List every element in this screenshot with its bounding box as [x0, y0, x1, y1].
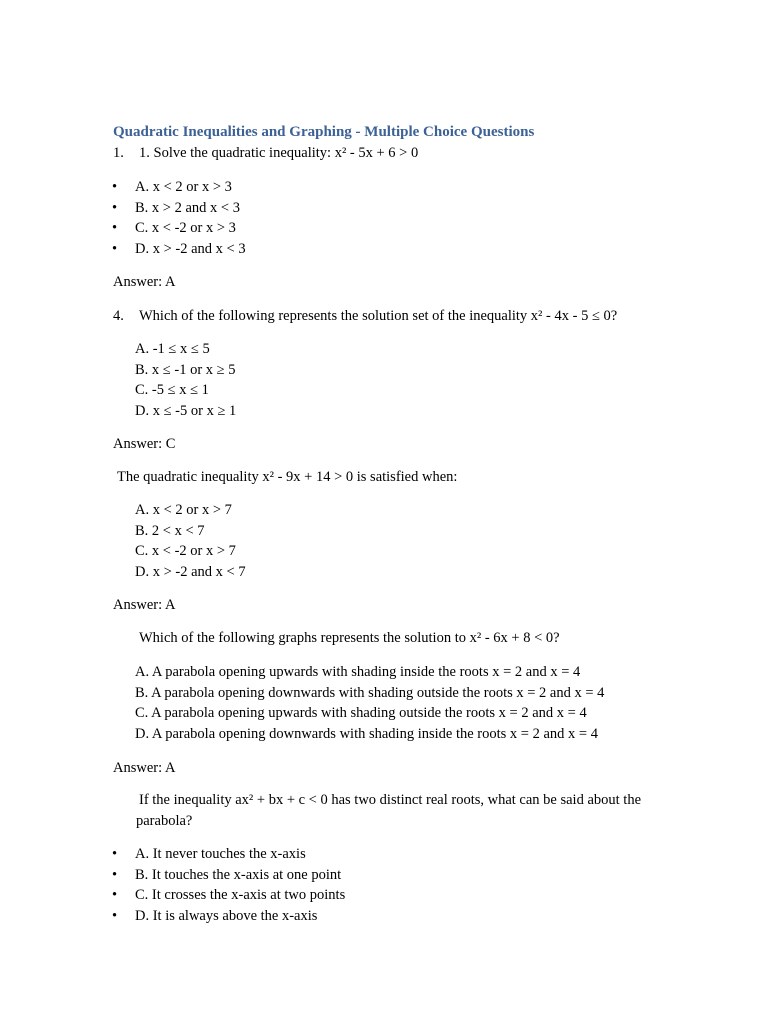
- option-item: B. 2 < x < 7: [135, 522, 205, 539]
- options-list: [135, 500, 246, 582]
- bullet-icon: •: [112, 887, 118, 903]
- document-title: Quadratic Inequalities and Graphing - Multiple Choice Questions: [113, 124, 535, 140]
- option-item: D. x ≤ -5 or x ≥ 1: [135, 402, 237, 419]
- question-number: 1.: [113, 145, 124, 161]
- document-page: Quadratic Inequalities and Graphing - Multiple Choice Questions 1. 1. Solve the quadratic inequality: x² - 5x + 6 > 0 • A. x < 2 or x > 3 • B. x > 2 and x < 3 • C. x < -2 or x > 3 • D. x > -2 and x < 3 Answer: A 4. Which of the following represents the solution set of the inequality x² - 4x - 5 ≤ 0? A. -1 ≤ x ≤ 5 B. x ≤ -1 or x ≥ 5 C. -5 ≤ x ≤ 1 D. x ≤ -5 or x ≥ 1 Answer: C The quadratic inequality x² - 9x + 14 > 0 is satisfied when: A. x < 2 or x > 7 B. 2 < x < 7 C. x < -2 or x > 7 D. x > -2 and x < 7 Answer: A Which of the following graphs represents the solution to x² - 6x + 8 < 0? A. A parabola opening upwards with shading inside the roots x = 2 and x = 4 B. A parabola opening downwards with shading outside the roots x = 2 and x = 4 C. A parabola opening upwards with shading outside the roots x = 2 and x = 4 D. A parabola opening downwards with shading inside the roots x = 2 and x = 4 Answer: A If the inequality ax² + bx + c < 0 has two distinct real roots, what can be said about the parabola? • A. It never touches the x-axis • B. It touches the x-axis at one point • C. It crosses the x-axis at two points • D. It is always above the x-axis: [0, 0, 768, 1024]
- answer-text: Answer: A: [113, 597, 176, 613]
- question-number: 4.: [113, 308, 124, 324]
- question-text: If the inequality ax² + bx + c < 0 has two distinct real roots, what can be said about the parabola?: [136, 792, 642, 829]
- option-item: B. x ≤ -1 or x ≥ 5: [135, 361, 236, 378]
- bullet-icon: •: [112, 199, 118, 216]
- question-text: Which of the following graphs represents the solution to x² - 6x + 8 < 0?: [139, 630, 560, 646]
- bullet-icon: •: [112, 220, 118, 236]
- bullet-icon: •: [112, 846, 118, 862]
- options-list: [135, 339, 236, 421]
- option-item: D. x > -2 and x < 7: [135, 563, 246, 580]
- bullet-icon: •: [112, 179, 118, 195]
- bullet-icon: •: [112, 240, 118, 257]
- option-item: A. A parabola opening upwards with shading inside the roots x = 2 and x = 4: [135, 664, 581, 680]
- answer-text: Answer: C: [113, 436, 176, 452]
- question-text: 1. Solve the quadratic inequality: x² - 5x + 6 > 0: [139, 145, 419, 161]
- option-item: C. -5 ≤ x ≤ 1: [135, 382, 209, 398]
- question-text: The quadratic inequality x² - 9x + 14 > 0 is satisfied when:: [117, 469, 458, 485]
- option-item: A. -1 ≤ x ≤ 5: [135, 341, 210, 357]
- options-list: [135, 662, 604, 744]
- option-item: A. x < 2 or x > 7: [135, 502, 232, 518]
- option-item: C. A parabola opening upwards with shading outside the roots x = 2 and x = 4: [135, 705, 587, 721]
- bullet-icon: •: [112, 907, 118, 924]
- option-item: B. A parabola opening downwards with shading outside the roots x = 2 and x = 4: [135, 684, 605, 701]
- answer-text: Answer: A: [113, 274, 176, 290]
- option-item: D. A parabola opening downwards with shading inside the roots x = 2 and x = 4: [135, 725, 598, 742]
- answer-text: Answer: A: [113, 760, 176, 776]
- bullet-icon: •: [112, 866, 118, 883]
- question-text: Which of the following represents the solution set of the inequality x² - 4x - 5 ≤ 0?: [139, 308, 618, 324]
- option-item: C. x < -2 or x > 7: [135, 543, 236, 559]
